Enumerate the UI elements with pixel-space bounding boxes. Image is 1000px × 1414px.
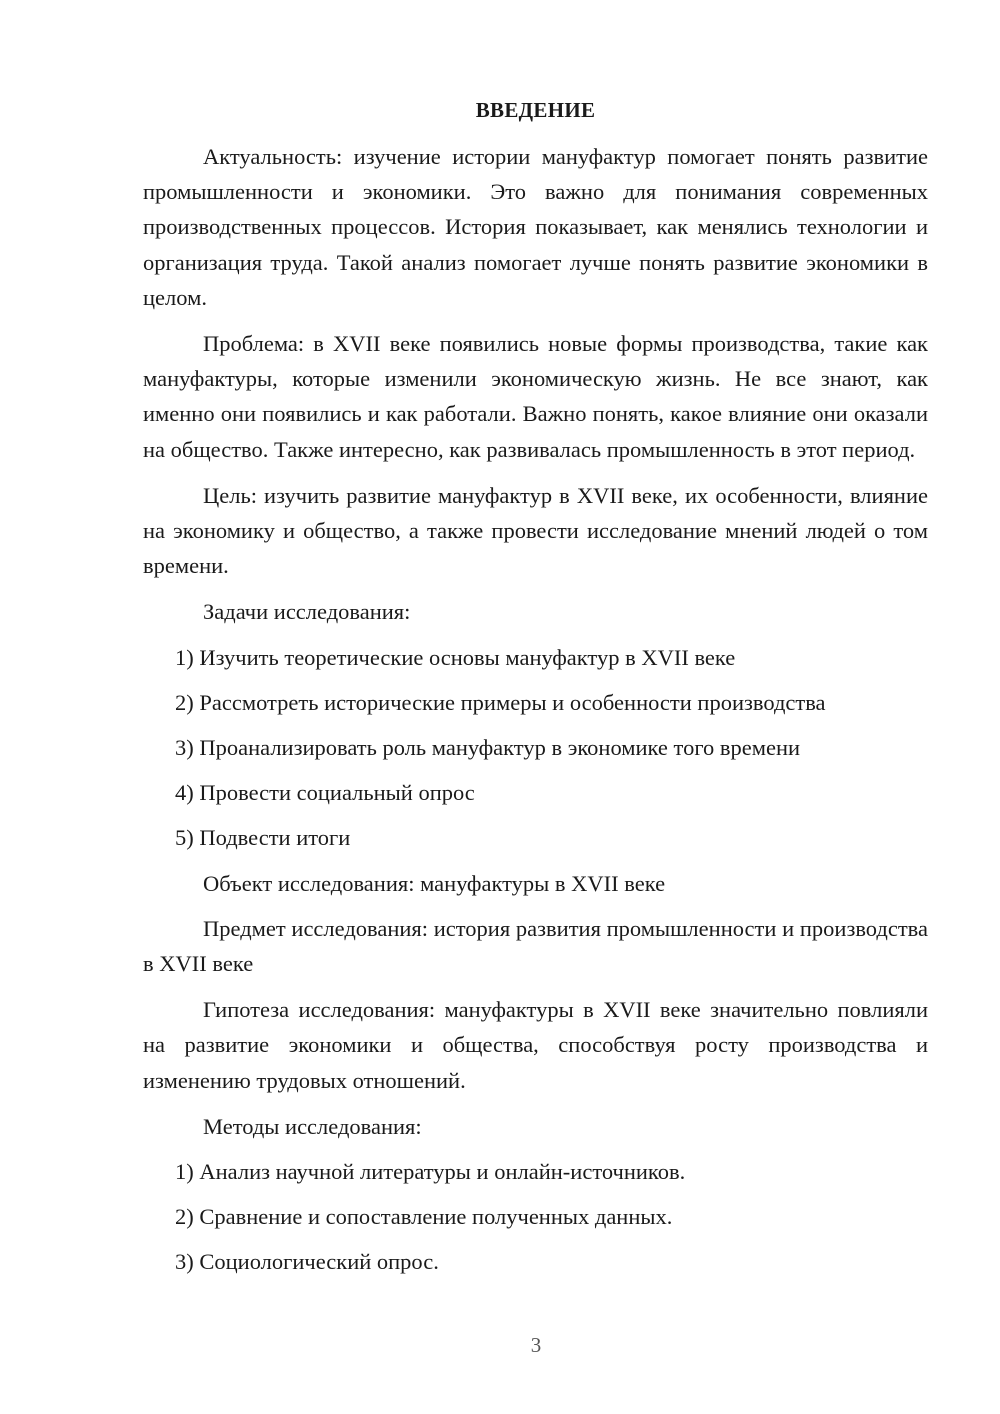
method-item: 3) Социологический опрос. — [175, 1249, 439, 1275]
task-item: 2) Рассмотреть исторические примеры и особенности производства — [175, 689, 826, 715]
method-item: 2) Сравнение и сопоставление полученных данных. — [175, 1204, 673, 1230]
method-item: 1) Анализ научной литературы и онлайн-источников. — [175, 1159, 686, 1185]
research-hypothesis: Гипотеза исследования: мануфактуры в XVII веке значительно повлияли на развитие экономики и общества, способствуя росту производства и изменению трудовых отношений. — [143, 997, 928, 1093]
goal-paragraph: Цель: изучить развитие мануфактур в XVII веке, их особенности, влияние на экономику и общество, а также провести исследование мнений людей о том времени. — [143, 482, 928, 579]
page-number: 3 — [530, 1333, 542, 1357]
relevance-paragraph: Актуальность: изучение истории мануфактур помогает понять развитие промышленности и экономики. Это важно для понимания современных производственных процессов. История показывает, как менялись технологии и организация труда. Такой анализ помогает лучше понять развитие экономики в целом. — [143, 144, 928, 310]
task-item: 5) Подвести итоги — [175, 825, 351, 851]
research-subject: Предмет исследования: история развития промышленности и производства в XVII веке — [143, 915, 928, 977]
page-content — [143, 96, 928, 1290]
page-title: ВВЕДЕНИЕ — [475, 98, 596, 122]
task-item: 1) Изучить теоретические основы мануфактур в XVII веке — [175, 644, 736, 670]
tasks-heading: Задачи исследования: — [203, 599, 411, 625]
task-item: 4) Провести социальный опрос — [175, 780, 475, 806]
research-object: Объект исследования: мануфактуры в XVII веке — [203, 870, 666, 896]
problem-paragraph: Проблема: в XVII веке появились новые формы производства, такие как мануфактуры, которые изменили экономическую жизнь. Не все знают, как именно они появились и как работали. Важно понять, какое влияние они оказали на общество. Также интересно, как развивалась промышленность в этот период. — [143, 331, 928, 462]
methods-heading: Методы исследования: — [203, 1113, 422, 1139]
task-item: 3) Проанализировать роль мануфактур в экономике того времени — [175, 735, 801, 761]
